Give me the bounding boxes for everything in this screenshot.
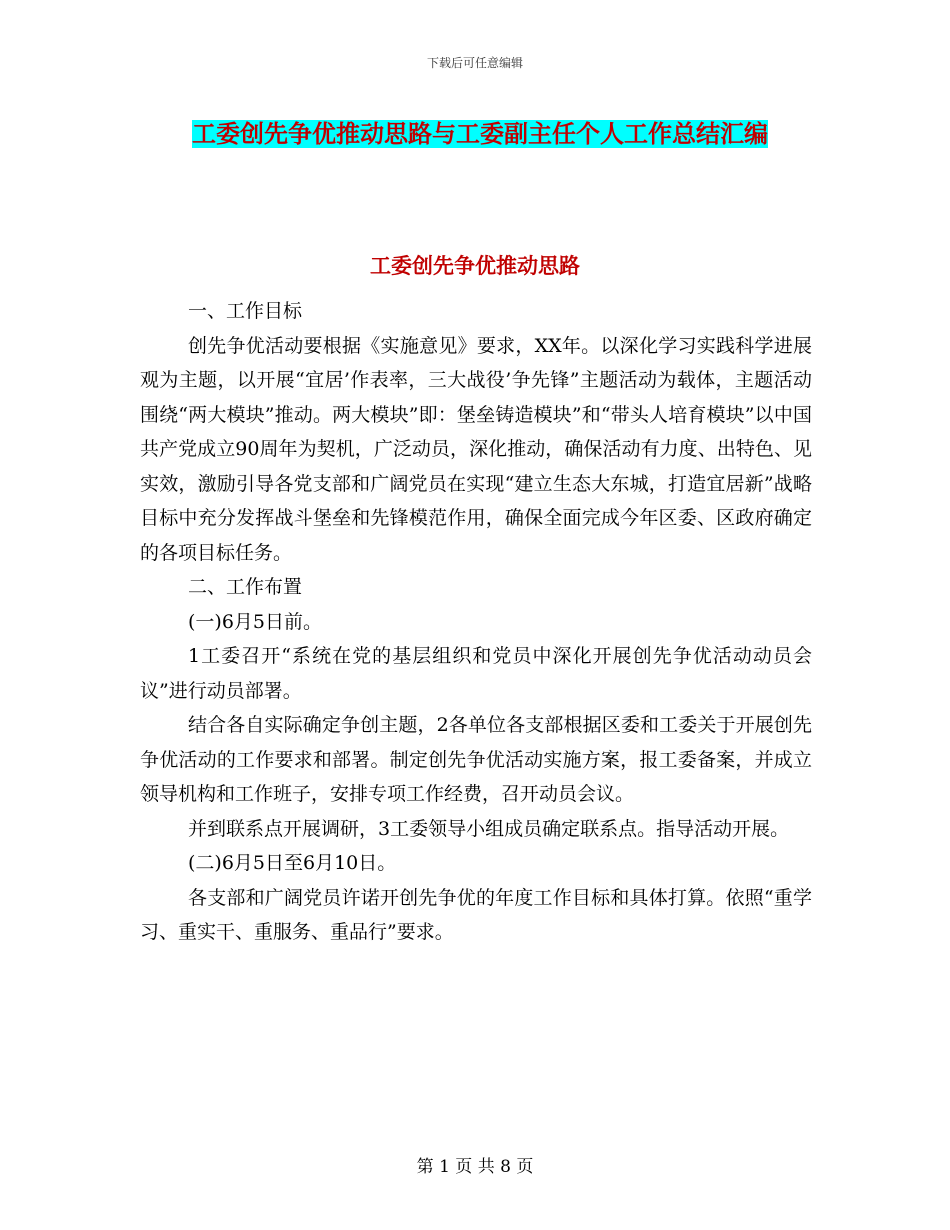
paragraph-stage-2-body: 各支部和广阔党员许诺开创先争优的年度工作目标和具体打算。依照“重学习、重实干、重服务、重品行”要求。 xyxy=(140,886,812,943)
paragraph-item-1: 1工委召开“系统在党的基层组织和党员中深化开展创先争优活动动员会议”进行动员部署。 xyxy=(140,645,812,702)
document-title xyxy=(150,112,810,156)
section-title: 工委创先争优推动思路 xyxy=(370,254,580,278)
paragraph-heading-arrangement: 二、工作布置 xyxy=(188,576,303,598)
page-footer: 第 1 页 共 8 页 xyxy=(416,1157,534,1177)
document-body xyxy=(140,294,812,950)
paragraph-stage-2: (二)6月5日至6月10日。 xyxy=(188,852,397,874)
paragraph-stage-1: (一)6月5日前。 xyxy=(188,610,323,633)
document-title-text: 工委创先争优推动思路与工委副主任个人工作总结汇编 xyxy=(192,120,768,148)
paragraph-heading-goals: 一、工作目标 xyxy=(188,300,303,322)
paragraph-goals: 创先争优活动要根据《实施意见》要求，XX年。以深化学习实践科学进展观为主题，以开展“宜居’作表率，三大战役’争先锋”主题活动为载体，主题活动围绕“两大模块”推动。两大模块”即：堡垒铸造模块”和“带头人培育模块”以中国共产党成立90周年为契机，广泛动员，深化推动，确保活动有力度、出特色、见实效，激励引导各党支部和广阔党员在实现“建立生态大东城，打造宜居新”战略目标中充分发挥战斗堡垒和先锋模范作用，确保全面完成今年区委、区政府确定的各项目标任务。 xyxy=(140,334,812,564)
paragraph-item-2: 结合各自实际确定争创主题，2各单位各支部根据区委和工委关于开展创先争优活动的工作要求和部署。制定创先争优活动实施方案，报工委备案，并成立领导机构和工作班子，安排专项工作经费，召开动员会议。 xyxy=(140,714,812,805)
paragraph-item-3: 并到联系点开展调研，3工委领导小组成员确定联系点。指导活动开展。 xyxy=(188,817,790,840)
header-note: 下载后可任意编辑 xyxy=(426,56,523,70)
